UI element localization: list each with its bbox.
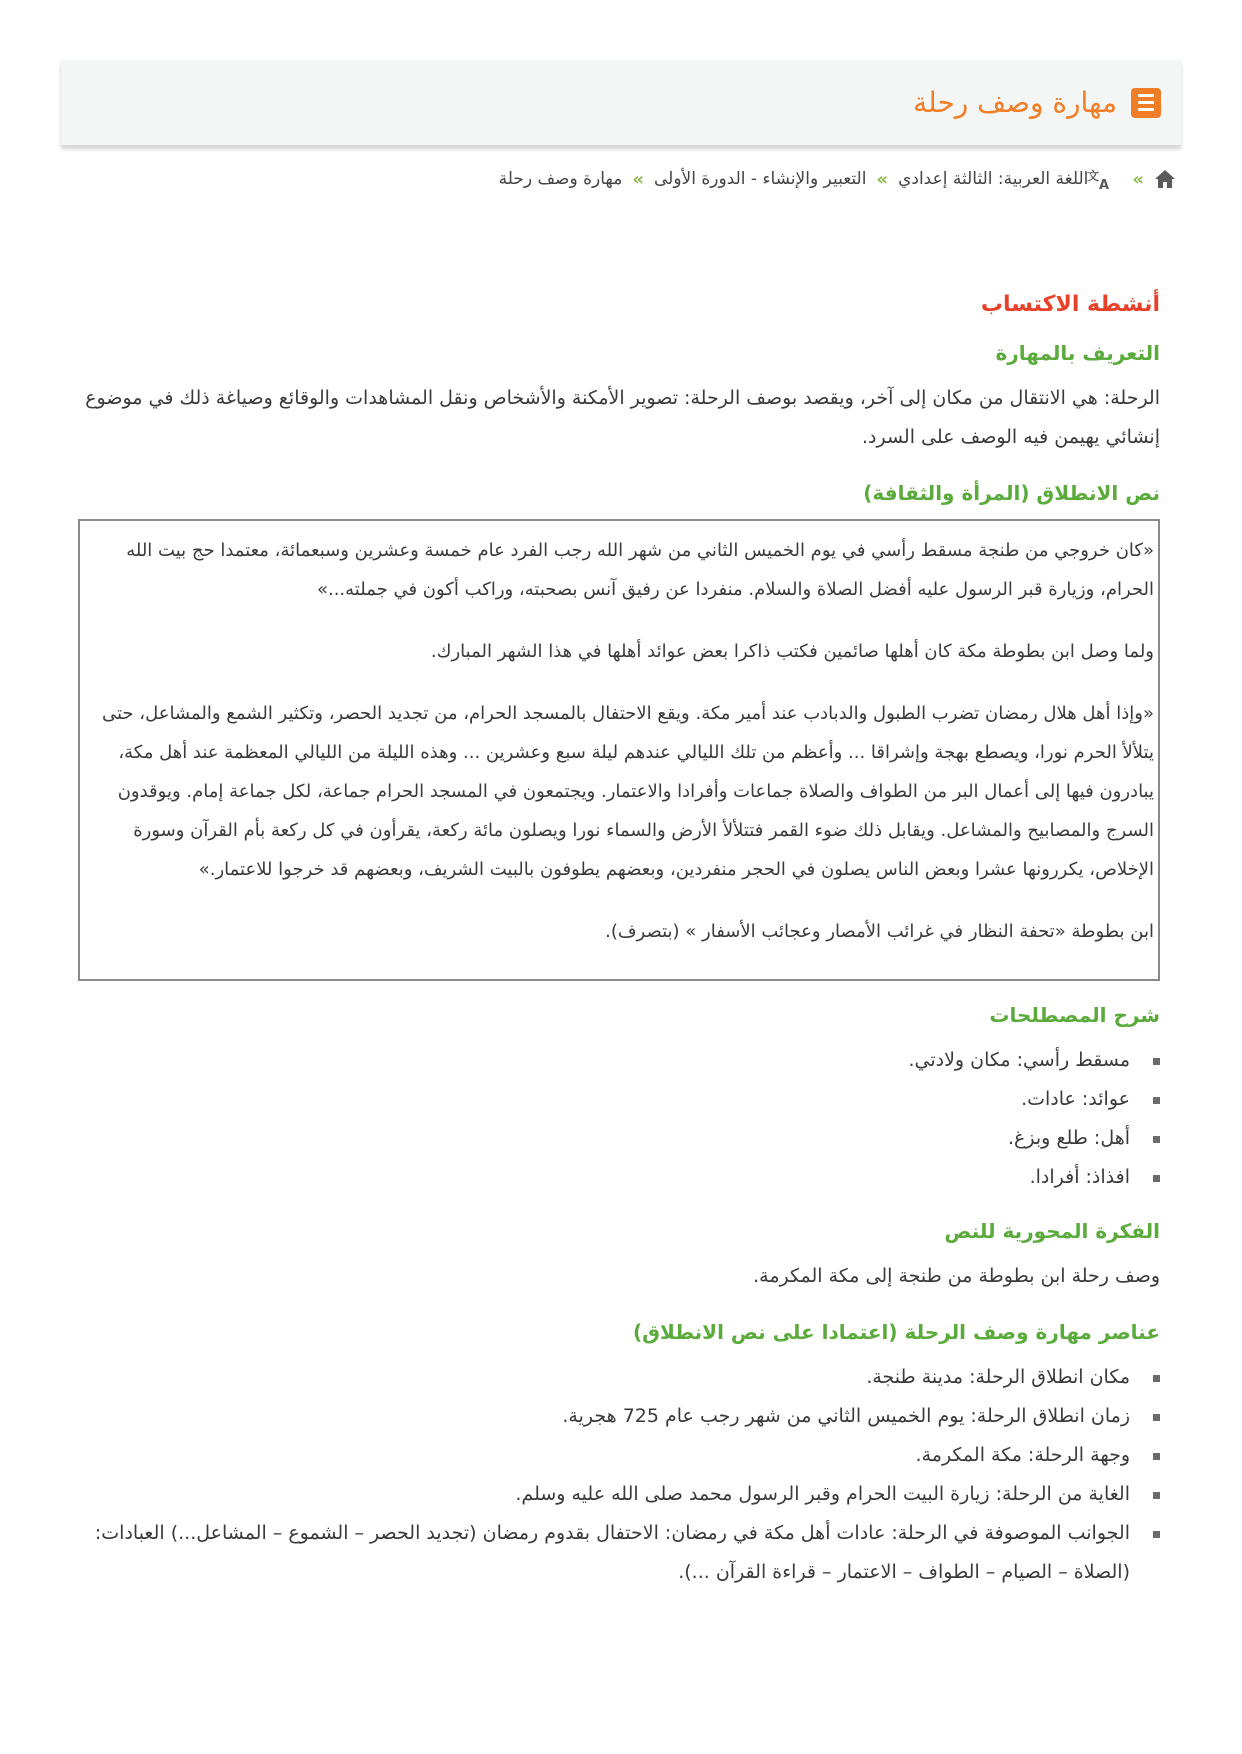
quote-paragraph: ولما وصل ابن بطوطة مكة كان أهلها صائمين فكتب ذاكرا بعض عوائد أهلها في هذا الشهر المبارك. — [430, 640, 1154, 662]
translate-icon — [1087, 168, 1122, 193]
list-item: مسقط رأسي: مكان ولادتي. — [78, 1041, 1130, 1080]
breadcrumb-separator: » — [876, 168, 889, 190]
quote-source: ابن بطوطة «تحفة النظار في غرائب الأمصار وعجائب الأسفار » (بتصرف). — [605, 920, 1154, 942]
definition-heading: التعريف بالمهارة — [995, 340, 1160, 365]
breadcrumb-current: مهارة وصف رحلة — [498, 169, 623, 189]
elements-list — [78, 1358, 1160, 1592]
svg-text:文: 文 — [1087, 169, 1100, 183]
elements-heading: عناصر مهارة وصف الرحلة (اعتمادا على نص الانطلاق) — [632, 1319, 1160, 1344]
breadcrumb-link-arabic[interactable]: اللغة العربية: الثالثة إعدادي — [898, 169, 1089, 189]
starting-text-box — [78, 519, 1160, 981]
page-title: مهارة وصف رحلة — [913, 86, 1117, 119]
list-item: افذاذ: أفرادا. — [78, 1158, 1130, 1197]
svg-text:A: A — [1099, 178, 1110, 193]
page-header — [61, 60, 1181, 146]
terms-list — [78, 1041, 1160, 1197]
list-item: وجهة الرحلة: مكة المكرمة. — [78, 1436, 1130, 1475]
list-item: زمان انطلاق الرحلة: يوم الخميس الثاني من شهر رجب عام 725 هجرية. — [78, 1397, 1130, 1436]
list-item: أهل: طلع وبزغ. — [78, 1119, 1130, 1158]
list-item: الجوانب الموصوفة في الرحلة: عادات أهل مكة في رمضان: الاحتفال بقدوم رمضان (تجديد الحصر – الشموع – المشاعل...) العبادات: (الصلاة – الصيام – الطواف – الاعتمار – قراءة القرآن ...). — [78, 1514, 1130, 1592]
breadcrumb-separator: » — [1132, 168, 1144, 190]
breadcrumb — [498, 168, 1176, 193]
document-icon — [1131, 88, 1161, 118]
definition-text: الرحلة: هي الانتقال من مكان إلى آخر، ويقصد بوصف الرحلة: تصوير الأمكنة والأشخاص ونقل المشاهدات والوقائع وصياغة ذلك في موضوع إنشائي يهيمن فيه الوصف على السرد. — [85, 386, 1160, 448]
breadcrumb-separator: » — [632, 168, 644, 190]
terms-heading: شرح المصطلحات — [989, 1002, 1160, 1027]
activities-heading: أنشطة الاكتساب — [980, 292, 1160, 317]
list-item: عوائد: عادات. — [78, 1080, 1130, 1119]
quote-paragraph: «وإذا أهل هلال رمضان تضرب الطبول والدبادب عند أمير مكة. ويقع الاحتفال بالمسجد الحرام، من تجديد الحصر، وتكثير الشمع والمشاعل، حتى يتلألأ الحرم نورا، ويصطع بهجة وإشراقا ... وأعظم من تلك الليالي عندهم ليلة سبع وعشرين ... وهذه الليلة من الليالي المعظمة عند أهل مكة، يبادرون فيها إلى أعمال البر من الطواف والصلاة جماعات وأفرادا والاعتمار. ويجتمعون في المسجد الحرام جماعة، لكل جماعة إمام. ويوقدون السرج والمصابيح والمشاعل. ويقابل ذلك ضوء القمر فتتلألأ الأرض والسماء نورا ويصلون مائة ركعة، يقرأون في كل ركعة بأم القرآن وسورة الإخلاص، يكررونها عشرا وبعض الناس يصلون في الحجر منفردين، وبعضهم يطوفون بالبيت الشريف، وبعضهم قد خرجوا للاعتمار.» — [101, 702, 1154, 880]
list-item: مكان انطلاق الرحلة: مدينة طنجة. — [78, 1358, 1130, 1397]
list-item: الغاية من الرحلة: زيارة البيت الحرام وقبر الرسول محمد صلى الله عليه وسلم. — [78, 1475, 1130, 1514]
main-idea-text: وصف رحلة ابن بطوطة من طنجة إلى مكة المكرمة. — [753, 1264, 1160, 1287]
starting-text-heading: نص الانطلاق (المرأة والثقافة) — [863, 480, 1160, 505]
main-idea-heading: الفكرة المحورية للنص — [944, 1218, 1160, 1243]
home-icon[interactable] — [1154, 169, 1176, 189]
main-content — [78, 290, 1160, 1612]
breadcrumb-link-expression[interactable]: التعبير والإنشاء - الدورة الأولى — [653, 169, 867, 189]
quote-paragraph: «كان خروجي من طنجة مسقط رأسي في يوم الخميس الثاني من شهر الله رجب الفرد عام خمسة وعشرين وسبعمائة، معتمدا حج بيت الله الحرام، وزيارة قبر الرسول عليه أفضل الصلاة والسلام. منفردا عن رفيق آنس بصحبته، وراكب أكون في جملته...» — [126, 539, 1154, 600]
